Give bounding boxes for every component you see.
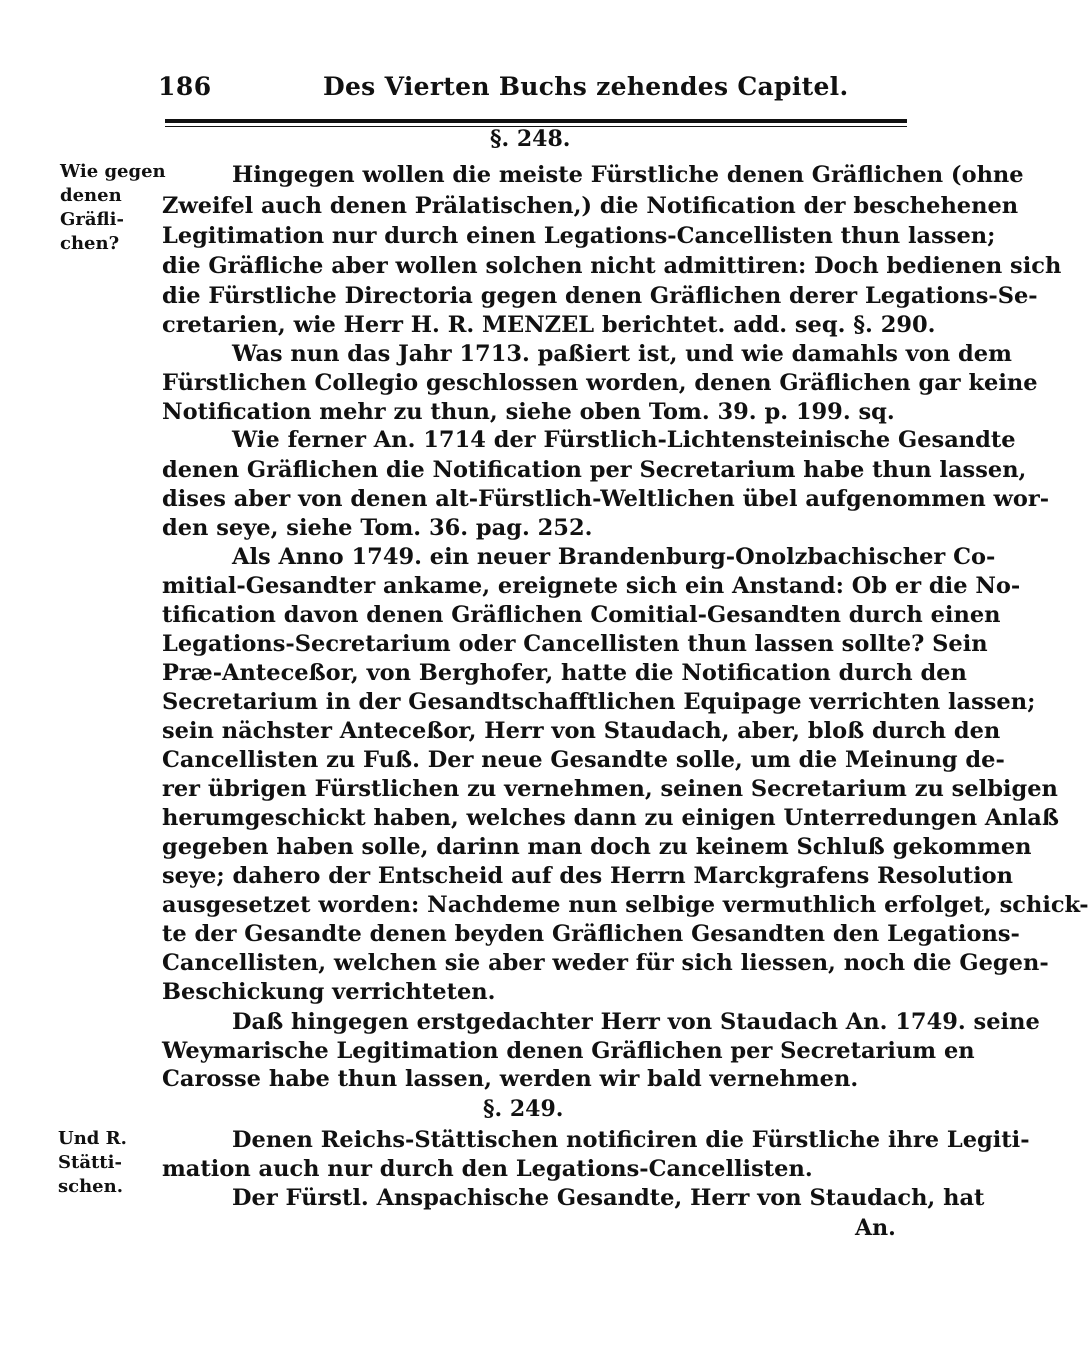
text-line: rer übrigen Fürstlichen zu vernehmen, seinen Secretarium zu selbigen [162,776,1058,802]
text-line: Secretarium in der Gesandtschafftlichen Equipage verrichten lassen; [162,689,1036,715]
text-line: Fürstlichen Collegio geschlossen worden, denen Gräflichen gar keine [162,370,1038,396]
text-line: Legations-Secretarium oder Cancellisten thun lassen sollte? Sein [162,631,988,657]
text-line: die Fürstliche Directoria gegen denen Gräflichen derer Legations-Se- [162,283,1038,309]
running-head: Des Vierten Buchs zehendes Capitel. [323,72,849,101]
text-line: Beschickung verrichteten. [162,979,496,1005]
page-header [158,72,910,112]
text-line: gegeben haben solle, darinn man doch zu keinem Schluß gekommen [162,834,1032,860]
marginal-line: Wie gegen [60,161,166,182]
marginal-note-249 [58,1127,158,1199]
text-line: Zweifel auch denen Prälatischen,) die Notification der beschehenen [162,193,1019,219]
text-line: mation auch nur durch den Legations-Cancellisten. [162,1156,813,1182]
text-line: sein nächster Anteceßor, Herr von Staudach, aber, bloß durch den [162,718,1001,744]
text-line: den seye, siehe Tom. 36. pag. 252. [162,515,593,541]
marginal-line: schen. [58,1176,123,1197]
text-line: Was nun das Jahr 1713. paßiert ist, und wie damahls von dem [232,341,1012,367]
text-line: Daß hingegen erstgedachter Herr von Staudach An. 1749. seine [232,1009,1040,1035]
text-line: ausgesetzet worden: Nachdeme nun selbige vermuthlich erfolget, schick- [162,892,1089,918]
text-line: Wie ferner An. 1714 der Fürstlich-Lichtensteinische Gesandte [232,427,1016,453]
text-line: denen Gräflichen die Notification per Secretarium habe thun lassen, [162,457,1027,483]
text-line: Weymarische Legitimation denen Gräflichen per Secretarium en [162,1038,975,1064]
text-line: dises aber von denen alt-Fürstlich-Weltlichen übel aufgenommen wor- [162,486,1050,512]
text-line: te der Gesandte denen beyden Gräflichen Gesandten den Legations- [162,921,1020,947]
text-line: tification davon denen Gräflichen Comitial-Gesandten durch einen [162,602,1001,628]
marginal-line: Gräfli- [60,209,124,230]
section-heading-249: §. 249. [483,1096,564,1122]
marginal-line: Und R. [58,1128,127,1149]
text-line: Præ-Anteceßor, von Berghofer, hatte die Notification durch den [162,660,967,686]
marginal-line: Stätti- [58,1152,122,1173]
page-number: 186 [158,72,212,101]
text-line: Der Fürstl. Anspachische Gesandte, Herr von Staudach, hat [232,1185,985,1211]
text-line: cretarien, wie Herr H. R. MENZEL berichtet. add. seq. §. 290. [162,312,936,338]
section-heading-248: §. 248. [490,126,571,152]
text-line: Als Anno 1749. ein neuer Brandenburg-Onolzbachischer Co- [232,544,996,570]
text-line: herumgeschickt haben, welches dann zu einigen Unterredungen Anlaß [162,805,1059,831]
text-line: Cancellisten, welchen sie aber weder für sich liessen, noch die Gegen- [162,950,1049,976]
text-line: Legitimation nur durch einen Legations-Cancellisten thun lassen; [162,223,996,249]
text-line: Cancellisten zu Fuß. Der neue Gesandte solle, um die Meinung de- [162,747,1005,773]
text-line: die Gräfliche aber wollen solchen nicht admittiren: Doch bedienen sich [162,253,1062,279]
text-line: Denen Reichs-Stättischen notificiren die Fürstliche ihre Legiti- [232,1127,1030,1153]
marginal-line: chen? [60,233,120,254]
text-line: seye; dahero der Entscheid auf des Herrn Marckgrafens Resolution [162,863,1014,889]
marginal-note-248 [60,160,166,256]
text-line: Notification mehr zu thun, siehe oben Tom. 39. p. 199. sq. [162,399,895,425]
catchword: An. [855,1215,896,1241]
text-line: Carosse habe thun lassen, werden wir bald vernehmen. [162,1066,859,1092]
text-line: Hingegen wollen die meiste Fürstliche denen Gräflichen (ohne [232,162,1024,188]
marginal-line: denen [60,185,122,206]
header-rule-thick [165,119,907,123]
text-line: mitial-Gesandter ankame, ereignete sich ein Anstand: Ob er die No- [162,573,1021,599]
